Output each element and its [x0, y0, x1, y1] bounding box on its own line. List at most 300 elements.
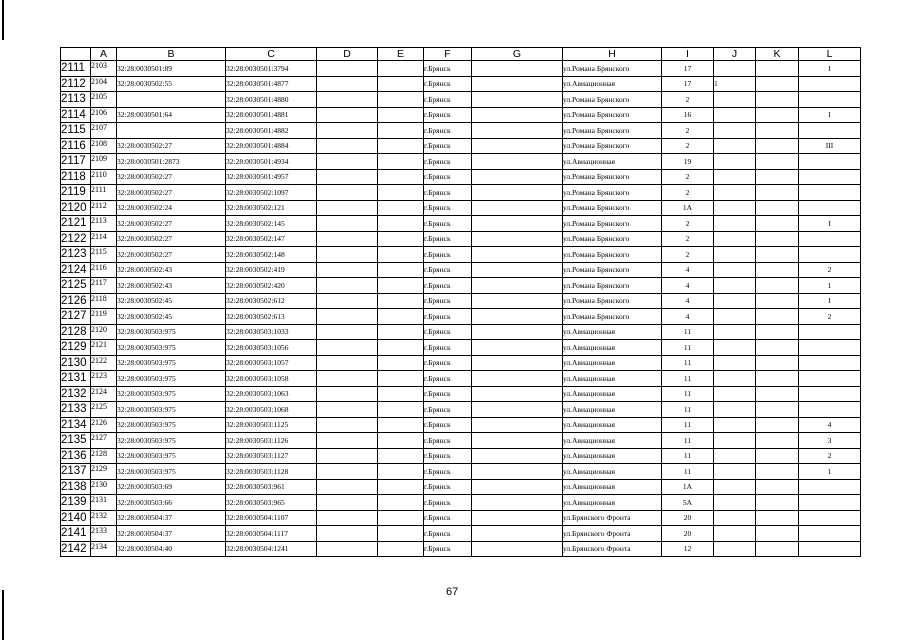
table-cell: [317, 309, 378, 325]
table-cell: [714, 526, 756, 542]
table-cell: [714, 495, 756, 511]
table-cell: [378, 185, 424, 201]
table-cell: [799, 526, 861, 542]
table-cell: [472, 324, 563, 340]
table-cell: 32:28:0030502:45: [117, 293, 226, 309]
table-cell: 2: [662, 123, 714, 139]
table-cell: 32:28:0030502:147: [226, 231, 317, 247]
table-cell: [378, 231, 424, 247]
table-cell: г.Брянск: [424, 324, 472, 340]
table-cell: [317, 200, 378, 216]
table-cell: 32:28:0030501:4934: [226, 154, 317, 170]
table-cell: 2107: [91, 123, 117, 139]
table-cell: [714, 154, 756, 170]
table-cell: 32:28:0030502:612: [226, 293, 317, 309]
table-cell: 2134: [91, 541, 117, 557]
table-cell: [714, 231, 756, 247]
table-cell: 32:28:0030502:145: [226, 216, 317, 232]
table-cell: 32:28:0030503:1126: [226, 433, 317, 449]
table-cell: [799, 154, 861, 170]
table-cell: [378, 76, 424, 92]
table-cell: [317, 355, 378, 371]
table-cell: 11: [662, 355, 714, 371]
table-cell: 32:28:0030501:4877: [226, 76, 317, 92]
table-cell: ул.Авиационная: [563, 386, 662, 402]
table-cell: [714, 402, 756, 418]
table-cell: 32:28:0030504:37: [117, 510, 226, 526]
table-cell: [317, 448, 378, 464]
table-cell: [378, 200, 424, 216]
table-cell: [714, 355, 756, 371]
table-cell: 2122: [91, 355, 117, 371]
table-cell: 1А: [662, 200, 714, 216]
table-cell: [756, 200, 799, 216]
table-row: [61, 340, 861, 356]
table-cell: [472, 293, 563, 309]
table-cell: [714, 371, 756, 387]
table-cell: г.Брянск: [424, 76, 472, 92]
table-cell: [317, 61, 378, 77]
table-cell: [472, 526, 563, 542]
table-cell: [714, 200, 756, 216]
table-row: [61, 448, 861, 464]
table-cell: [756, 324, 799, 340]
table-cell: [317, 417, 378, 433]
table-cell: 32:28:0030502:55: [117, 76, 226, 92]
table-cell: 2113: [91, 216, 117, 232]
table-cell: [378, 216, 424, 232]
table-cell: 32:28:0030503:975: [117, 402, 226, 418]
table-cell: [799, 123, 861, 139]
table-cell: [378, 402, 424, 418]
table-cell: г.Брянск: [424, 417, 472, 433]
table-cell: 32:28:0030504:1117: [226, 526, 317, 542]
table-cell: 2111: [91, 185, 117, 201]
table-cell: 11: [662, 417, 714, 433]
table-cell: 2126: [91, 417, 117, 433]
table-cell: [799, 185, 861, 201]
table-cell: [472, 355, 563, 371]
table-cell: [317, 278, 378, 294]
table-row: [61, 185, 861, 201]
table-cell: [378, 324, 424, 340]
table-cell: [472, 278, 563, 294]
table-cell: 32:28:0030503:975: [117, 355, 226, 371]
table-cell: 2: [799, 262, 861, 278]
table-cell: [472, 417, 563, 433]
table-cell: [799, 355, 861, 371]
table-cell: [799, 231, 861, 247]
row-number-cell: 2122: [61, 231, 91, 247]
column-header: H: [563, 48, 662, 61]
table-cell: 11: [662, 433, 714, 449]
table-cell: г.Брянск: [424, 479, 472, 495]
table-cell: 32:28:0030502:43: [117, 262, 226, 278]
table-cell: ул.Романа Брянского: [563, 200, 662, 216]
table-cell: [472, 386, 563, 402]
table-cell: 32:28:0030502:148: [226, 247, 317, 263]
table-cell: 2: [662, 92, 714, 108]
table-cell: 5А: [662, 495, 714, 511]
table-cell: 2106: [91, 107, 117, 123]
table-cell: [378, 510, 424, 526]
table-cell: г.Брянск: [424, 371, 472, 387]
table-cell: 4: [799, 417, 861, 433]
table-cell: 2127: [91, 433, 117, 449]
scan-edge-line-top: [2, 0, 4, 40]
table-cell: [378, 340, 424, 356]
table-cell: 32:28:0030504:40: [117, 541, 226, 557]
table-row: [61, 355, 861, 371]
table-cell: ул.Авиационная: [563, 76, 662, 92]
row-number-cell: 2125: [61, 278, 91, 294]
table-cell: ул.Авиационная: [563, 479, 662, 495]
column-header: C: [226, 48, 317, 61]
table-cell: г.Брянск: [424, 216, 472, 232]
row-number-cell: 2120: [61, 200, 91, 216]
table-cell: [756, 417, 799, 433]
table-cell: 32:28:0030502:121: [226, 200, 317, 216]
row-number-cell: 2134: [61, 417, 91, 433]
table-cell: [714, 138, 756, 154]
table-cell: г.Брянск: [424, 107, 472, 123]
table-cell: 2130: [91, 479, 117, 495]
table-cell: [378, 526, 424, 542]
table-cell: [378, 123, 424, 139]
table-cell: I: [799, 61, 861, 77]
table-cell: 4: [662, 278, 714, 294]
table-cell: [756, 169, 799, 185]
table-row: [61, 278, 861, 294]
table-cell: [378, 495, 424, 511]
table-cell: [714, 541, 756, 557]
table-cell: 2124: [91, 386, 117, 402]
table-cell: 1: [799, 464, 861, 480]
table-cell: г.Брянск: [424, 510, 472, 526]
table-cell: 32:28:0030501:3794: [226, 61, 317, 77]
table-cell: [714, 92, 756, 108]
table-cell: [714, 216, 756, 232]
table-cell: ул.Романа Брянского: [563, 61, 662, 77]
table-cell: [756, 386, 799, 402]
table-cell: [472, 371, 563, 387]
table-cell: [799, 92, 861, 108]
column-header: F: [424, 48, 472, 61]
table-cell: ул.Романа Брянского: [563, 231, 662, 247]
table-cell: ул.Авиационная: [563, 464, 662, 480]
column-header: B: [117, 48, 226, 61]
table-cell: 2119: [91, 309, 117, 325]
row-number-cell: 2136: [61, 448, 91, 464]
table-cell: 32:28:0030503:69: [117, 479, 226, 495]
row-number-cell: 2117: [61, 154, 91, 170]
row-number-cell: 2116: [61, 138, 91, 154]
table-cell: 12: [662, 541, 714, 557]
table-cell: [317, 231, 378, 247]
table-cell: [378, 464, 424, 480]
table-cell: [756, 107, 799, 123]
table-cell: [317, 262, 378, 278]
table-cell: [714, 433, 756, 449]
table-cell: 32:28:0030502:613: [226, 309, 317, 325]
table-cell: [756, 138, 799, 154]
table-row: [61, 138, 861, 154]
table-cell: [472, 510, 563, 526]
table-cell: 32:28:0030503:1056: [226, 340, 317, 356]
table-cell: [472, 541, 563, 557]
table-cell: 32:28:0030502:27: [117, 185, 226, 201]
table-cell: [799, 371, 861, 387]
table-cell: г.Брянск: [424, 231, 472, 247]
table-cell: 2: [799, 309, 861, 325]
table-cell: [317, 293, 378, 309]
table-row: [61, 247, 861, 263]
table-cell: 2132: [91, 510, 117, 526]
table-cell: [472, 262, 563, 278]
table-cell: [317, 402, 378, 418]
table-cell: [799, 76, 861, 92]
table-cell: г.Брянск: [424, 355, 472, 371]
table-row: [61, 479, 861, 495]
table-cell: [714, 324, 756, 340]
table-cell: ул.Романа Брянского: [563, 123, 662, 139]
table-cell: 2121: [91, 340, 117, 356]
table-cell: 32:28:0030501:4881: [226, 107, 317, 123]
table-cell: 2118: [91, 293, 117, 309]
table-cell: 2: [662, 247, 714, 263]
table-cell: 2123: [91, 371, 117, 387]
table-cell: 32:28:0030503:975: [117, 417, 226, 433]
row-number-cell: 2114: [61, 107, 91, 123]
table-cell: [472, 61, 563, 77]
table-cell: 3: [799, 433, 861, 449]
table-cell: [472, 433, 563, 449]
table-row: [61, 417, 861, 433]
table-row: [61, 324, 861, 340]
table-cell: ул.Романа Брянского: [563, 169, 662, 185]
table-cell: ул.Романа Брянского: [563, 107, 662, 123]
table-cell: г.Брянск: [424, 262, 472, 278]
table-cell: 2110: [91, 169, 117, 185]
table-cell: 32:28:0030503:965: [226, 495, 317, 511]
table-cell: [756, 402, 799, 418]
table-cell: [756, 154, 799, 170]
table-cell: 32:28:0030501:64: [117, 107, 226, 123]
table-cell: г.Брянск: [424, 138, 472, 154]
table-cell: 2129: [91, 464, 117, 480]
table-cell: [472, 185, 563, 201]
table-cell: 2125: [91, 402, 117, 418]
table-cell: I: [799, 216, 861, 232]
table-cell: [378, 247, 424, 263]
table-cell: 11: [662, 340, 714, 356]
table-cell: ул.Романа Брянского: [563, 138, 662, 154]
spreadsheet-table: [60, 47, 861, 557]
table-row: [61, 92, 861, 108]
table-cell: ул.Романа Брянского: [563, 309, 662, 325]
table-cell: [799, 200, 861, 216]
table-cell: 2131: [91, 495, 117, 511]
row-number-cell: 2123: [61, 247, 91, 263]
table-cell: 32:28:0030502:1097: [226, 185, 317, 201]
table-cell: г.Брянск: [424, 448, 472, 464]
table-cell: 2117: [91, 278, 117, 294]
table-cell: 2120: [91, 324, 117, 340]
table-cell: ул.Романа Брянского: [563, 262, 662, 278]
table-cell: ул.Романа Брянского: [563, 293, 662, 309]
table-row: [61, 541, 861, 557]
table-cell: [317, 541, 378, 557]
table-cell: [378, 541, 424, 557]
table-cell: 4: [662, 293, 714, 309]
table-cell: [317, 510, 378, 526]
table-row: [61, 61, 861, 77]
table-cell: г.Брянск: [424, 61, 472, 77]
table-cell: 20: [662, 510, 714, 526]
table-cell: 16: [662, 107, 714, 123]
table-cell: ул.Авиационная: [563, 340, 662, 356]
table-cell: [799, 324, 861, 340]
table-row: [61, 123, 861, 139]
row-number-cell: 2132: [61, 386, 91, 402]
table-cell: [714, 185, 756, 201]
table-cell: 32:28:0030502:27: [117, 231, 226, 247]
table-cell: [472, 92, 563, 108]
table-cell: г.Брянск: [424, 309, 472, 325]
table-row: [61, 231, 861, 247]
table-cell: [317, 138, 378, 154]
table-cell: 32:28:0030503:1057: [226, 355, 317, 371]
table-cell: [378, 278, 424, 294]
table-row: [61, 510, 861, 526]
table-cell: [317, 185, 378, 201]
column-header-row: [61, 48, 861, 61]
table-cell: [756, 371, 799, 387]
table-cell: [317, 169, 378, 185]
table-cell: 2109: [91, 154, 117, 170]
table-cell: [317, 386, 378, 402]
table-cell: 2: [662, 231, 714, 247]
table-cell: [714, 262, 756, 278]
table-cell: 17: [662, 61, 714, 77]
table-cell: 4: [662, 309, 714, 325]
table-cell: [756, 433, 799, 449]
table-cell: [799, 541, 861, 557]
table-cell: [317, 495, 378, 511]
row-number-cell: 2137: [61, 464, 91, 480]
table-cell: г.Брянск: [424, 247, 472, 263]
table-cell: [799, 402, 861, 418]
table-cell: [799, 495, 861, 511]
table-cell: 2116: [91, 262, 117, 278]
table-cell: [472, 76, 563, 92]
table-cell: [472, 216, 563, 232]
row-number-cell: 2131: [61, 371, 91, 387]
table-cell: [378, 433, 424, 449]
table-cell: [756, 448, 799, 464]
table-cell: [317, 92, 378, 108]
table-row: [61, 154, 861, 170]
table-cell: [317, 479, 378, 495]
page-number: 67: [446, 586, 459, 598]
table-cell: 32:28:0030502:27: [117, 169, 226, 185]
table-cell: 32:28:0030503:1058: [226, 371, 317, 387]
table-row: [61, 293, 861, 309]
table-cell: ул.Романа Брянского: [563, 92, 662, 108]
table-cell: [756, 510, 799, 526]
table-cell: 19: [662, 154, 714, 170]
table-cell: 11: [662, 402, 714, 418]
table-cell: 32:28:0030502:24: [117, 200, 226, 216]
table-body: [61, 61, 861, 557]
table-cell: [472, 123, 563, 139]
table-cell: [378, 371, 424, 387]
table-row: [61, 495, 861, 511]
table-cell: [756, 293, 799, 309]
table-cell: [317, 371, 378, 387]
table-cell: 2: [662, 216, 714, 232]
table-cell: [756, 526, 799, 542]
row-number-cell: 2128: [61, 324, 91, 340]
table-cell: I: [799, 293, 861, 309]
table-row: [61, 76, 861, 92]
row-number-cell: 2121: [61, 216, 91, 232]
table-cell: [472, 107, 563, 123]
table-cell: [714, 479, 756, 495]
column-header: I: [662, 48, 714, 61]
table-cell: 1: [799, 278, 861, 294]
table-cell: 2: [662, 169, 714, 185]
table-cell: [756, 309, 799, 325]
table-cell: [317, 216, 378, 232]
table-cell: 32:28:0030501:4880: [226, 92, 317, 108]
table-cell: [472, 154, 563, 170]
table-cell: 32:28:0030503:975: [117, 464, 226, 480]
row-number-cell: 2139: [61, 495, 91, 511]
table-row: [61, 464, 861, 480]
table-cell: 20: [662, 526, 714, 542]
table-cell: 32:28:0030501:2873: [117, 154, 226, 170]
table-cell: ул.Брянского Фронта: [563, 510, 662, 526]
table-cell: 32:28:0030504:1107: [226, 510, 317, 526]
table-cell: [714, 386, 756, 402]
table-cell: [756, 123, 799, 139]
table-cell: 11: [662, 324, 714, 340]
table-cell: г.Брянск: [424, 123, 472, 139]
table-cell: ул.Авиационная: [563, 417, 662, 433]
table-cell: [317, 107, 378, 123]
table-row: [61, 169, 861, 185]
table-cell: ул.Авиационная: [563, 433, 662, 449]
table-cell: [117, 92, 226, 108]
table-cell: [317, 433, 378, 449]
table-cell: 2115: [91, 247, 117, 263]
table-cell: [799, 510, 861, 526]
table-cell: 2104: [91, 76, 117, 92]
table-cell: [378, 154, 424, 170]
table-cell: г.Брянск: [424, 495, 472, 511]
table-cell: I: [799, 107, 861, 123]
table-cell: [799, 479, 861, 495]
table-cell: [756, 340, 799, 356]
table-cell: [714, 61, 756, 77]
table-cell: [799, 340, 861, 356]
table-cell: 32:28:0030502:27: [117, 216, 226, 232]
table-cell: ул.Романа Брянского: [563, 278, 662, 294]
table-cell: 1: [714, 76, 756, 92]
row-number-cell: 2130: [61, 355, 91, 371]
table-cell: 32:28:0030501:4882: [226, 123, 317, 139]
